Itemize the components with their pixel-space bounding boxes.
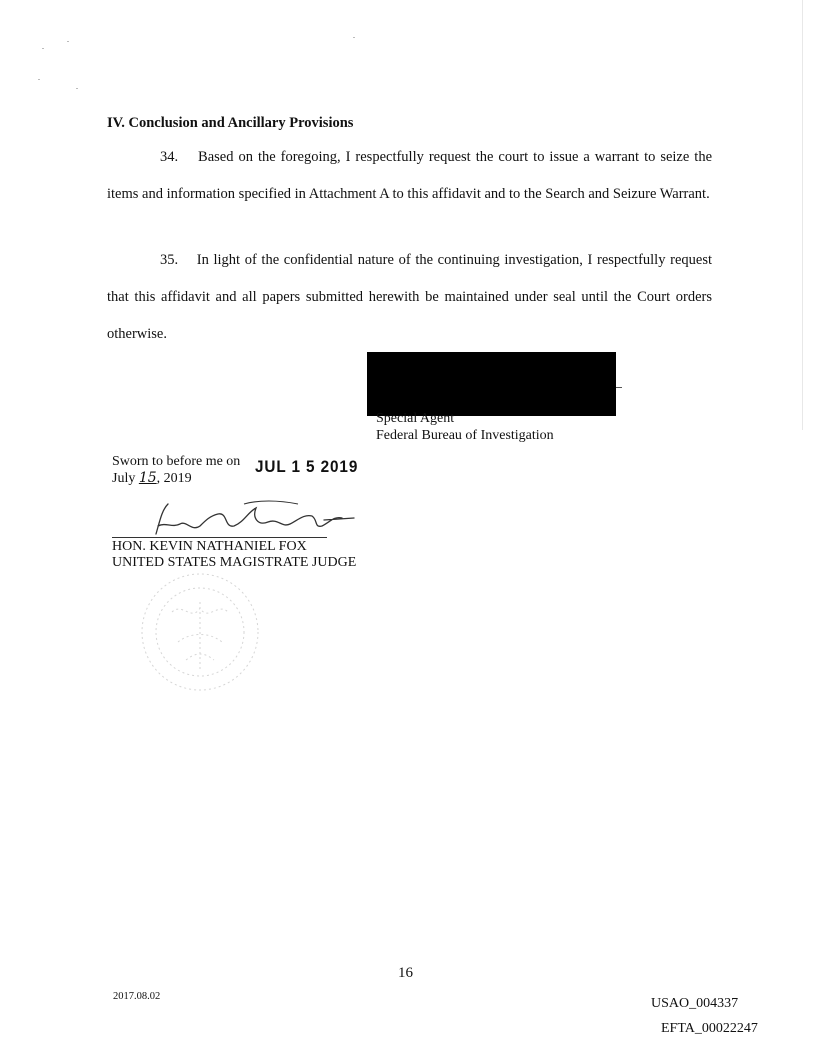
sworn-line2: July 15, 2019 <box>112 470 192 486</box>
court-seal-icon <box>112 572 287 697</box>
sworn-statement <box>112 454 240 487</box>
paragraph-35 <box>107 242 712 353</box>
affiant-title-line1: Special Agent <box>376 411 455 426</box>
section-heading: IV. Conclusion and Ancillary Provisions <box>107 115 354 131</box>
paragraph-number: 34. <box>160 149 179 165</box>
judge-name: HON. KEVIN NATHANIEL FOX <box>112 539 307 554</box>
scan-speck <box>76 88 78 89</box>
page-number: 16 <box>398 965 413 981</box>
scan-speck <box>38 79 40 80</box>
date-stamp: JUL 1 5 2019 <box>255 457 359 476</box>
judge-title: UNITED STATES MAGISTRATE JUDGE <box>112 555 357 570</box>
scan-margin-line <box>802 0 803 430</box>
judge-signature-line <box>112 537 327 538</box>
affiant-title <box>376 410 554 444</box>
scan-speck <box>353 37 355 38</box>
judge-signature-icon <box>148 498 358 542</box>
redaction-box <box>367 352 616 416</box>
signature-line-stub <box>616 387 622 388</box>
form-code: 2017.08.02 <box>113 991 161 1002</box>
bates-usao: USAO_004337 <box>651 996 739 1011</box>
paragraph-34 <box>107 139 712 213</box>
paragraph-text: In light of the confidential nature of the continuing investigation, I respectfully request that this affidavit and all papers submitted herewith be maintained under seal until the Court orders otherwise. <box>107 252 712 342</box>
scan-speck <box>67 41 69 42</box>
sworn-line1: Sworn to before me on <box>112 454 241 469</box>
scan-speck <box>42 48 44 49</box>
paragraph-number: 35. <box>160 252 179 268</box>
judge-block <box>112 539 356 571</box>
bates-efta: EFTA_00022247 <box>661 1021 758 1036</box>
sworn-day-handwritten: 15 <box>138 470 157 486</box>
affiant-title-line2: Federal Bureau of Investigation <box>376 428 554 443</box>
paragraph-text: Based on the foregoing, I respectfully request the court to issue a warrant to seize the items and information specified in Attachment A to this affidavit and to the Search and Seizure Warrant. <box>107 149 713 202</box>
